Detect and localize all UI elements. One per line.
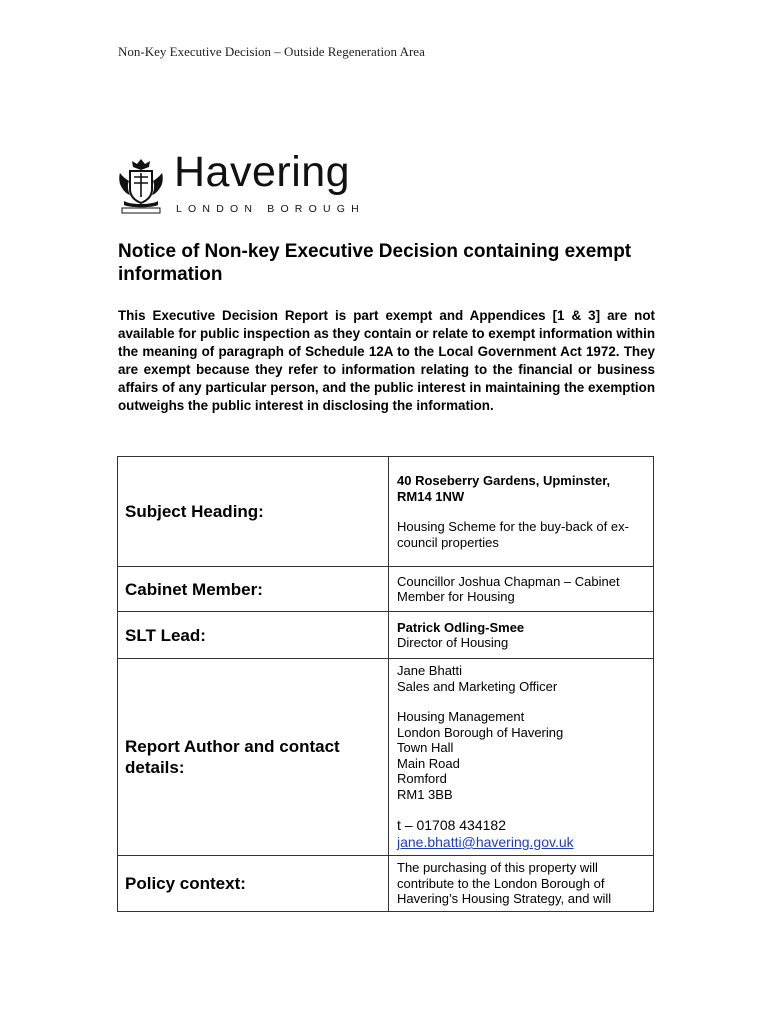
subject-heading-value [389,457,654,567]
policy-line1: The purchasing of this property will [397,860,598,875]
slt-role: Director of Housing [397,635,509,650]
report-author-label-line1: Report Author and contact [125,737,340,756]
slt-lead-label: SLT Lead: [118,612,389,659]
author-email-link[interactable]: jane.bhatti@havering.gov.uk [397,834,574,850]
table-row-slt [118,612,654,659]
author-address-line: Romford [397,771,447,786]
table-row-subject [118,457,654,567]
author-phone: t – 01708 434182 [397,817,506,833]
author-address-line: Town Hall [397,740,454,755]
page-header: Non-Key Executive Decision – Outside Regeneration Area [118,44,425,59]
logo-subtitle: LONDON BOROUGH [176,203,365,215]
author-name: Jane Bhatti [397,663,463,678]
policy-line2: contribute to the London Borough of [397,875,605,891]
table-row-policy [118,856,654,912]
cabinet-line2: Member for Housing [397,589,515,604]
subject-address-line2: RM14 1NW [397,488,465,504]
subject-heading-label: Subject Heading: [118,457,389,567]
notice-title: Notice of Non-key Executive Decision containing exempt information [118,241,632,285]
author-address-line: RM1 3BB [397,786,453,802]
subject-desc-line2: council properties [397,534,499,550]
report-author-label [118,659,389,856]
report-author-value [389,659,654,856]
table-row-author [118,659,654,856]
author-address-line: Main Road [397,755,460,771]
logo-wordmark: Havering [174,148,351,196]
author-role: Sales and Marketing Officer [397,678,558,694]
table-row-cabinet [118,567,654,612]
cabinet-line1: Councillor Joshua Chapman – Cabinet [397,573,620,589]
policy-context-value [389,856,654,912]
policy-context-label: Policy context: [118,856,389,912]
slt-name: Patrick Odling-Smee [397,619,525,635]
decision-details-table [117,456,654,912]
author-address-line: London Borough of Havering [397,724,564,740]
slt-lead-value [389,612,654,659]
subject-desc-line1: Housing Scheme for the buy-back of ex- [397,519,629,534]
havering-logo [116,148,396,219]
subject-address-line1: 40 Roseberry Gardens, Upminster, [397,473,611,488]
cabinet-member-value [389,567,654,612]
policy-line3: Havering’s Housing Strategy, and will [397,891,612,906]
cabinet-member-label: Cabinet Member: [118,567,389,612]
crest-icon [116,155,166,215]
exempt-intro: This Executive Decision Report is part exempt and Appendices [1 & 3] are not available for public inspection as they contain or relate to exempt information within the meaning of paragraph of Schedule 12A to the Local Government Act 1972. They are exempt because they refer to information relating to the financial or business affairs of any particular person, and the public interest in maintaining the exemption outweighs the public interest in disclosing the information. [118,308,655,413]
author-address-line: Housing Management [397,709,525,724]
report-author-label-line2: details: [125,758,185,777]
